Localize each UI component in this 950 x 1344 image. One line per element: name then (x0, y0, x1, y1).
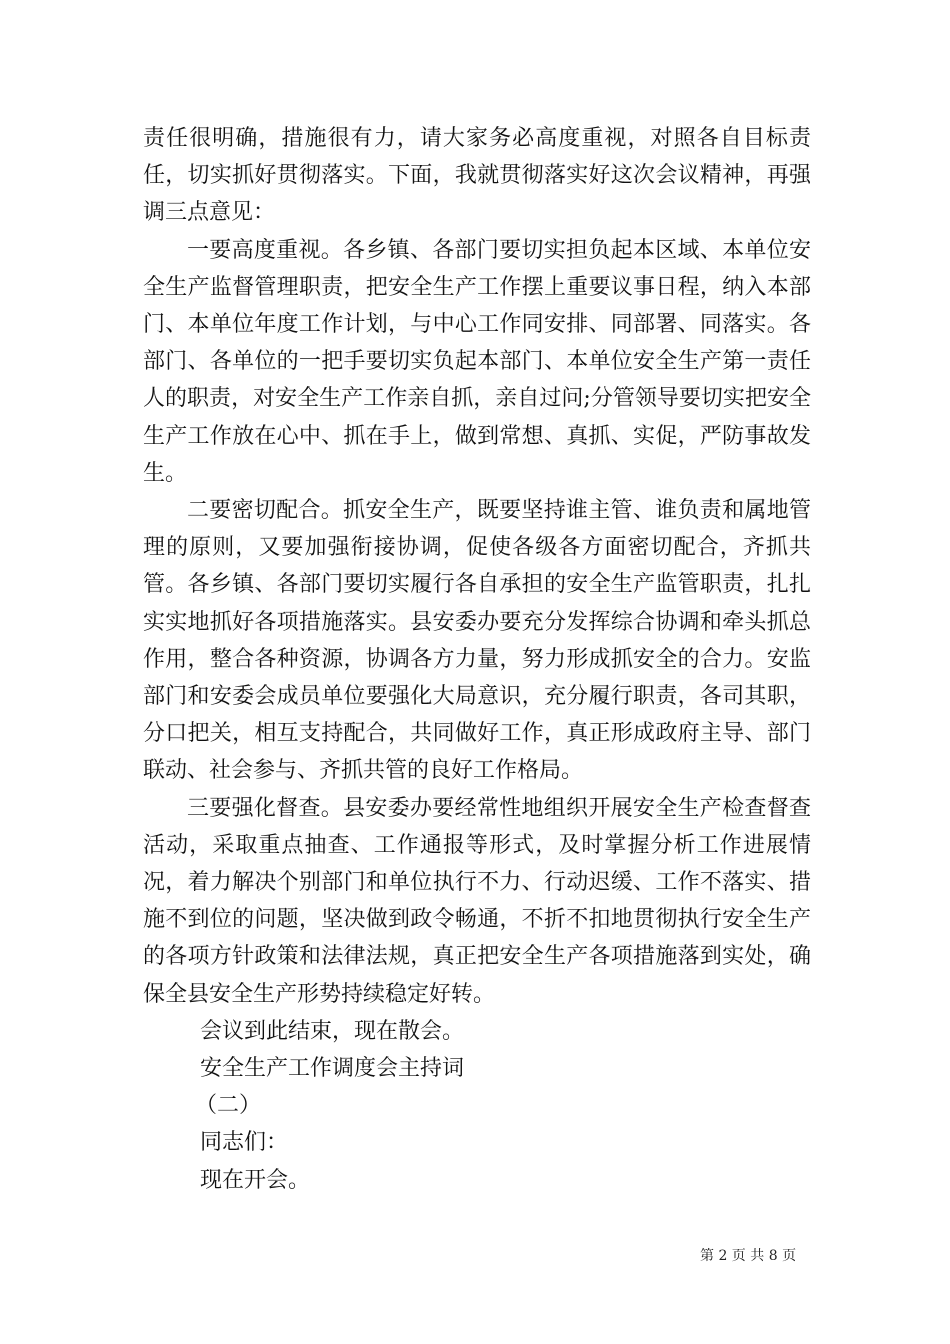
opening-line: 现在开会。 (200, 1167, 311, 1193)
paragraph-point-three: 三要强化督查。县安委办要经常性地组织开展安全生产检查督查活动，采取重点抽查、工作通报等形式，及时掌握分析工作进展情况，着力解决个别部门和单位执行不力、行动迟缓、工作不落实、措施不到位的问题，坚决做到政令畅通，不折不扣地贯彻执行安全生产的各项方针政策和法律法规，真正把安全生产各项措施落到实处，确保全县安全生产形势持续稳定好转。 (143, 795, 811, 1007)
next-section-number: （二） (195, 1093, 262, 1119)
document-body (143, 120, 811, 1199)
closing-line: 会议到此结束，现在散会。 (200, 1018, 465, 1044)
paragraph-point-two: 二要密切配合。抓安全生产，既要坚持谁主管、谁负责和属地管理的原则，又要加强衔接协调，促使各级各方面密切配合，齐抓共管。各乡镇、各部门要切实履行各自承担的安全生产监管职责，扎扎实实地抓好各项措施落实。县安委办要充分发挥综合协调和牵头抓总作用，整合各种资源，协调各方力量，努力形成抓安全的合力。安监部门和安委会成员单位要强化大局意识，充分履行职责，各司其职，分口把关，相互支持配合，共同做好工作，真正形成政府主导、部门联动、社会参与、齐抓共管的良好工作格局。 (143, 498, 811, 784)
page-footer: 第 2 页 共 8 页 (700, 1248, 797, 1264)
next-section-title: 安全生产工作调度会主持词 (200, 1056, 465, 1082)
paragraph-intro: 责任很明确，措施很有力，请大家务必高度重视，对照各自目标责任，切实抓好贯彻落实。下面，我就贯彻落实好这次会议精神，再强调三点意见： (143, 126, 811, 226)
greeting-line: 同志们： (200, 1130, 289, 1156)
paragraph-point-one: 一要高度重视。各乡镇、各部门要切实担负起本区域、本单位安全生产监督管理职责，把安全生产工作摆上重要议事日程，纳入本部门、本单位年度工作计划，与中心工作同安排、同部署、同落实。各部门、各单位的一把手要切实负起本部门、本单位安全生产第一责任人的职责，对安全生产工作亲自抓，亲自过问;分管领导要切实把安全生产工作放在心中、抓在手上，做到常想、真抓、实促，严防事故发生。 (143, 237, 811, 486)
